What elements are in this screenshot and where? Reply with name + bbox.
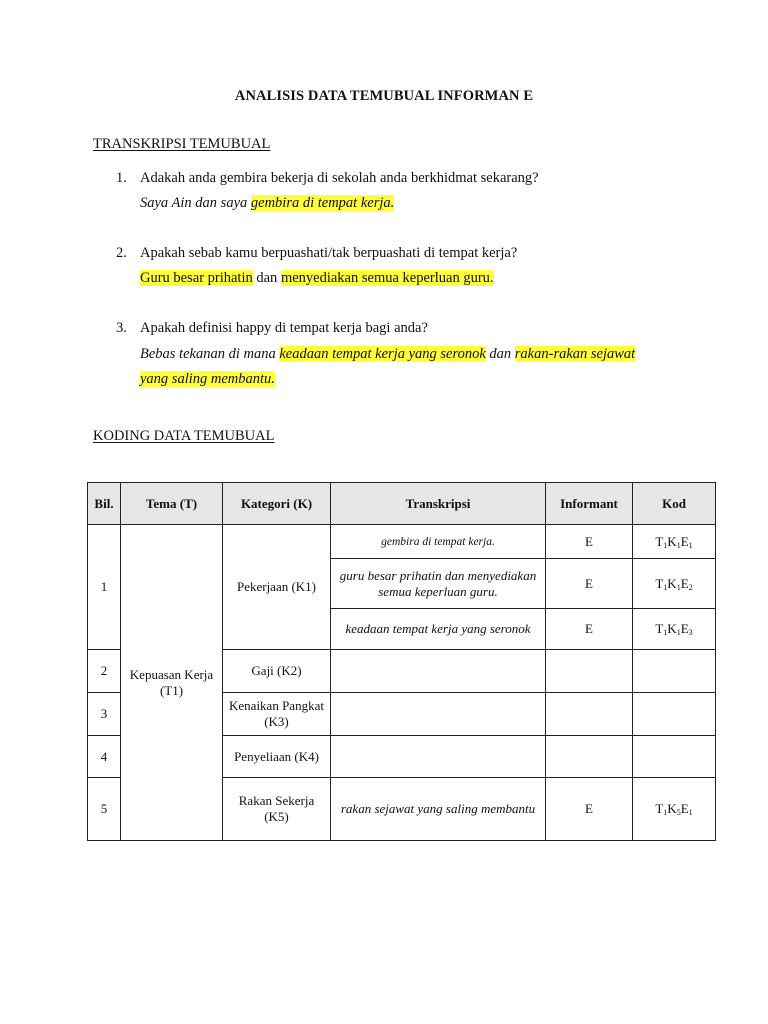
kod-cell: $T_1K_1E_2$: [633, 559, 716, 609]
transkripsi-cell: rakan sejawat yang saling membantu: [331, 778, 546, 841]
bil-cell: 4: [88, 736, 121, 778]
answer-2: [140, 266, 494, 291]
answer-3-line-1: [140, 342, 635, 367]
kod-cell: $T_1K_1E_3$: [633, 609, 716, 650]
table-row: [88, 525, 716, 559]
answer-text: Saya Ain dan saya: [140, 195, 251, 211]
informant-cell: E: [546, 559, 633, 609]
koding-heading: KODING DATA TEMUBUAL: [93, 428, 275, 444]
highlighted-answer: keadaan tempat kerja yang seronok: [279, 346, 486, 362]
transkripsi-cell: gembira di tempat kerja.: [331, 525, 546, 559]
informant-cell: [546, 693, 633, 736]
header-informant: Informant: [546, 483, 633, 525]
highlighted-answer: rakan-rakan sejawat: [514, 346, 636, 362]
table-header-row: [88, 483, 716, 525]
transkripsi-cell: guru besar prihatin dan menyediakan semua keperluan guru.: [331, 559, 546, 609]
question-number: 3.: [116, 320, 127, 336]
transkripsi-cell: [331, 736, 546, 778]
transkripsi-cell: [331, 693, 546, 736]
bil-cell: 3: [88, 693, 121, 736]
answer-3-line-2: [140, 367, 275, 392]
kod-cell: $T_1K_5E_1$: [633, 778, 716, 841]
question-text: Apakah definisi happy di tempat kerja bagi anda?: [140, 320, 428, 336]
kod-cell: [633, 693, 716, 736]
tema-text: Kepuasan Kerja (T1): [129, 666, 214, 698]
answer-text: Bebas tekanan di mana: [140, 346, 280, 362]
question-number: 1.: [116, 170, 127, 186]
question-text: Adakah anda gembira bekerja di sekolah anda berkhidmat sekarang?: [140, 170, 539, 186]
tema-cell: [121, 525, 223, 841]
header-bil: Bil.: [88, 483, 121, 525]
bil-cell: 1: [88, 525, 121, 650]
kod-cell: $T_1K_1E_1$: [633, 525, 716, 559]
transkripsi-cell: keadaan tempat kerja yang seronok: [331, 609, 546, 650]
kategori-cell: Rakan Sekerja (K5): [223, 778, 331, 841]
highlighted-answer: yang saling membantu.: [140, 371, 275, 387]
header-transkripsi: Transkripsi: [331, 483, 546, 525]
highlighted-answer: menyediakan semua keperluan guru.: [280, 270, 494, 286]
answer-text: dan: [252, 270, 281, 286]
header-kod: Kod: [633, 483, 716, 525]
kategori-cell: Kenaikan Pangkat (K3): [223, 693, 331, 736]
informant-cell: E: [546, 778, 633, 841]
highlighted-answer: gembira di tempat kerja.: [250, 195, 395, 211]
bil-cell: 2: [88, 650, 121, 693]
kategori-cell: Pekerjaan (K1): [223, 525, 331, 650]
transkripsi-heading: TRANSKRIPSI TEMUBUAL: [93, 136, 271, 152]
coding-table: [87, 482, 716, 841]
informant-cell: E: [546, 525, 633, 559]
kategori-cell: Penyeliaan (K4): [223, 736, 331, 778]
informant-cell: E: [546, 609, 633, 650]
kod-cell: [633, 650, 716, 693]
answer-1: [140, 191, 394, 216]
header-kategori: Kategori (K): [223, 483, 331, 525]
transkripsi-cell: [331, 650, 546, 693]
kod-cell: [633, 736, 716, 778]
header-tema: Tema (T): [121, 483, 223, 525]
informant-cell: [546, 736, 633, 778]
highlighted-answer: Guru besar prihatin: [140, 270, 253, 286]
kategori-cell: Gaji (K2): [223, 650, 331, 693]
informant-cell: [546, 650, 633, 693]
question-text: Apakah sebab kamu berpuashati/tak berpuashati di tempat kerja?: [140, 245, 518, 261]
answer-text: dan: [485, 346, 515, 362]
question-number: 2.: [116, 245, 127, 261]
document-title: ANALISIS DATA TEMUBUAL INFORMAN E: [234, 88, 534, 104]
bil-cell: 5: [88, 778, 121, 841]
